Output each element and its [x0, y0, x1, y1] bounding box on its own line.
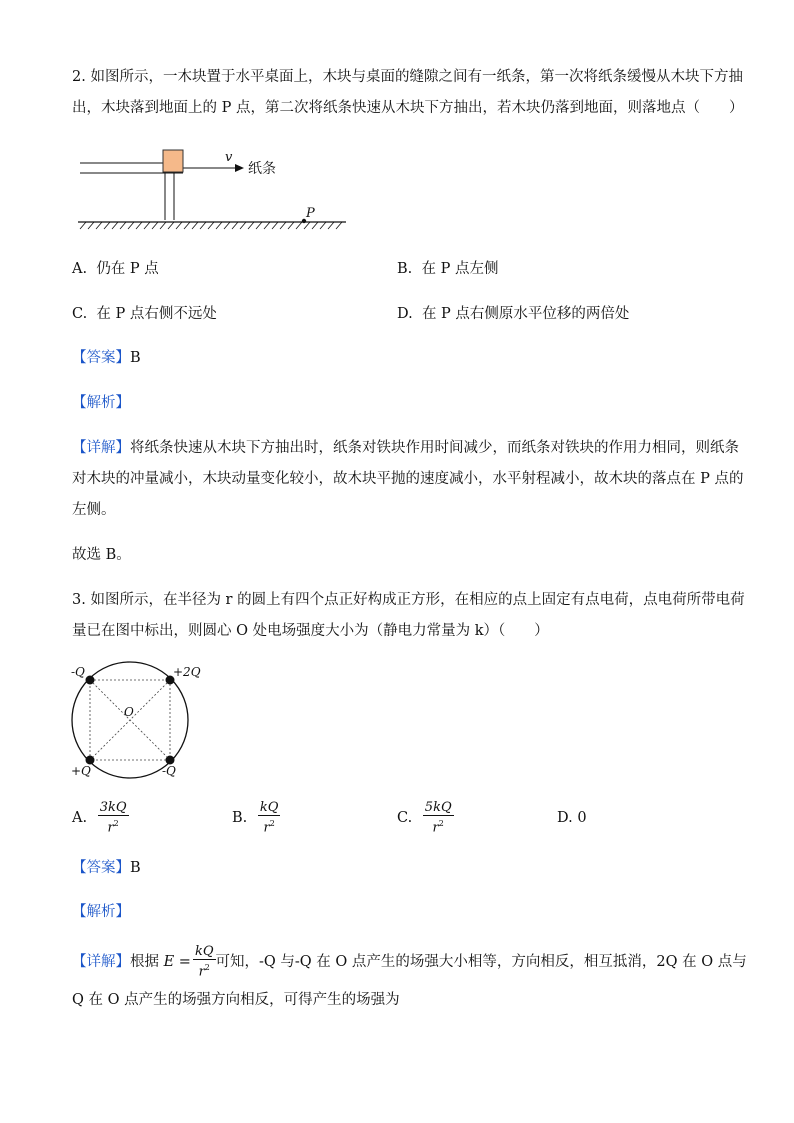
q3-option-c: C. $\frac{5kQ}{r^2}$	[397, 800, 452, 836]
q3-answer: 【答案】B	[72, 860, 141, 876]
q3-option-b: B. $\frac{kQ}{r^2}$	[232, 800, 279, 836]
formula-lhs: E =	[163, 954, 191, 970]
answer-tag: 【答案】	[72, 350, 130, 366]
charge-top-left	[86, 676, 95, 685]
q3-stem-line2: 量已在图中标出，则圆心 O 处电场强度大小为（静电力常量为 k）（ ）	[72, 623, 549, 639]
label-top-left: -Q	[71, 665, 85, 679]
q2-stem-line2: 出，木块落到地面上的 P 点，第二次将纸条快速从木块下方抽出，若木块仍落到地面，则落地点（ ）	[72, 100, 744, 116]
q2-stem-line1: 2. 如图所示，一木块置于水平桌面上，木块与桌面的缝隙之间有一纸条，第一次将纸条缓慢从木块下方抽	[72, 69, 743, 85]
q3-detail-line2: Q 在 O 点产生的场强方向相反，可得产生的场强为	[72, 992, 400, 1008]
label-top-right: +2Q	[173, 665, 201, 679]
q2-p-label: P	[306, 206, 315, 221]
q2-v-label: v	[225, 150, 233, 165]
label-bottom-left: +Q	[71, 764, 91, 778]
q3-analysis-tag: 【解析】	[72, 904, 130, 920]
label-center: O	[124, 705, 134, 719]
q2-detail-line1: 【详解】将纸条快速从木块下方抽出时，纸条对铁块作用时间减少，而纸条对铁块的作用力相同，则纸条	[72, 440, 739, 456]
q2-option-b: B. 在 P 点左侧	[397, 261, 499, 277]
q2-option-c: C. 在 P 点右侧不远处	[72, 306, 217, 322]
q3-stem-line1: 3. 如图所示，在半径为 r 的圆上有四个点正好构成正方形，在相应的点上固定有点电荷，点电荷所带电荷	[72, 592, 745, 608]
wooden-block	[163, 150, 183, 172]
q2-figure	[70, 140, 360, 235]
q2-detail-line2: 对木块的冲量减小，木块动量变化较小，故木块平抛的速度减小，水平射程减小，故木块的落点在 P 点的	[72, 471, 744, 487]
detail-tag: 【详解】	[72, 440, 130, 456]
q2-strip-label: 纸条	[248, 161, 276, 177]
q2-analysis-tag: 【解析】	[72, 395, 130, 411]
q2-option-d: D. 在 P 点右侧原水平位移的两倍处	[397, 306, 630, 322]
q3-figure	[66, 658, 206, 783]
q2-conclusion: 故选 B。	[72, 547, 131, 563]
label-bottom-right: -Q	[162, 764, 176, 778]
q2-answer: 【答案】B	[72, 350, 141, 366]
q2-detail-line3: 左侧。	[72, 502, 116, 518]
q3-detail-line1: 【详解】根据 E = $\frac{kQ}{r^2}$ 可知，-Q 与-Q 在 O 点产生的场强大小相等，方向相反，相互抵消，2Q 在 O 点与	[72, 944, 747, 980]
q3-option-d: D. 0	[557, 810, 587, 826]
q3-option-a: A. $\frac{3kQ}{r^2}$	[72, 800, 127, 836]
q2-option-a: A. 仍在 P 点	[72, 261, 159, 277]
